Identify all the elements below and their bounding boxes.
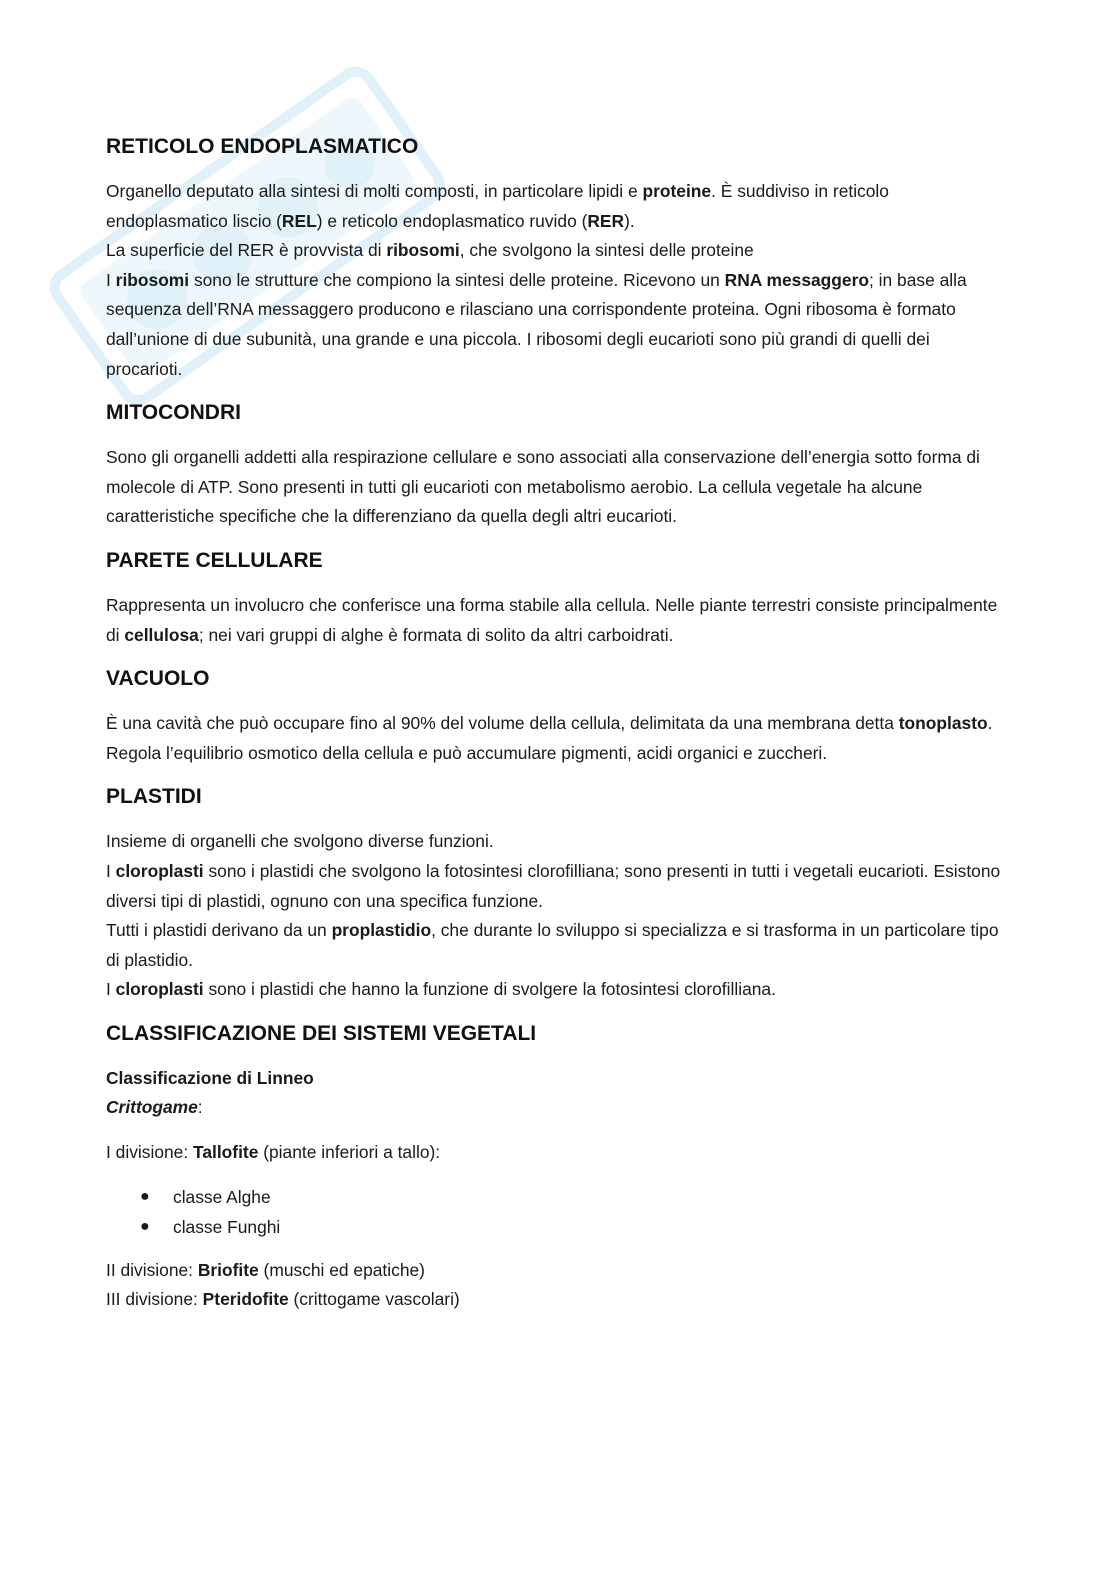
bold-term: cellulosa [124,624,199,645]
paragraph-plastidi [106,827,1006,1005]
section-mitocondri [106,398,1006,532]
text: classe Funghi [173,1216,281,1237]
bold-term: ribosomi [115,269,190,290]
text: : [197,1097,203,1118]
heading-mitocondri: MITOCONDRI [106,401,241,425]
text: ; in base alla sequenza dell’RNA messaggero producono e rilasciano una corrispondente proteina. Ogni ribosoma è formato dall’unione di due subunità, una grande e una piccola. I ribosomi degli eucarioti sono più grandi di quelli dei procarioti. [106,269,967,379]
text: I divisione: [106,1142,193,1163]
section-vacuolo [106,664,1006,768]
text: sono i plastidi che svolgono la fotosintesi clorofilliana; sono presenti in tutti i vegetali eucarioti. Esistono diversi tipi di plastidi, ognuno con una specifica funzione. [106,860,1001,911]
list-item [106,1182,1006,1212]
bold-term: proteine [642,181,712,201]
text: III divisione: [106,1289,203,1310]
bold-term: RNA messaggero [724,269,869,290]
text: Insieme di organelli che svolgono diverse funzioni. [106,831,494,852]
paragraph-vacuolo [106,709,1006,768]
text: (muschi ed epatiche) [258,1259,425,1280]
text: (piante inferiori a tallo): [258,1142,441,1163]
text: I [106,269,116,290]
text: sono i plastidi che hanno la funzione di svolgere la fotosintesi clorofilliana. [203,979,776,1000]
bold-term: REL [281,210,317,231]
heading-reticolo: RETICOLO ENDOPLASMATICO [106,135,419,158]
text: , che durante lo sviluppo si specializza e si trasforma in un particolare tipo di plastidio. [106,920,999,970]
text: Rappresenta un involucro che conferisce una forma stabile alla cellula. Nelle piante terrestri consiste principalmente di [106,594,998,645]
bold-term: cloroplasti [115,979,204,1000]
text: Tutti i plastidi derivano da un [106,920,332,941]
text: , che svolgono la sintesi delle proteine [459,240,754,261]
section-reticolo [106,132,1006,384]
heading-plastidi: PLASTIDI [106,785,202,809]
text: II divisione: [106,1259,198,1280]
bold-term: cloroplasti [115,860,204,881]
document-page [106,132,1006,1329]
section-plastidi [106,782,1006,1005]
bullet-icon: ● [140,1187,150,1205]
bold-term: ribosomi [386,240,460,261]
bold-term: RER [587,210,625,231]
bold-term: proplastidio [331,920,432,941]
text: Organello deputato alla sintesi di molti composti, in particolare lipidi e [106,181,643,201]
heading-parete: PARETE CELLULARE [106,548,323,572]
bold-term: Pteridofite [202,1289,289,1310]
heading-classificazione: CLASSIFICAZIONE DEI SISTEMI VEGETALI [106,1021,537,1045]
bullet-list [106,1182,1006,1242]
italic-term: Crittogame [106,1097,198,1118]
division-1 [106,1138,1006,1168]
text: . È suddiviso in reticolo endoplasmatico liscio ( [106,181,889,231]
subheading-linneo [106,1064,1006,1123]
heading-vacuolo: VACUOLO [106,667,210,691]
bold-term: Classificazione di Linneo [106,1067,314,1088]
section-classificazione [106,1019,1006,1315]
text: . Regola l’equilibrio osmotico della cellula e può accumulare pigmenti, acidi organici e zuccheri. [106,713,993,763]
text: sono le strutture che compiono la sintesi delle proteine. Ricevono un [189,269,725,290]
bold-term: Briofite [197,1259,259,1280]
text: classe Alghe [173,1186,271,1207]
text: ; nei vari gruppi di alghe è formata di solito da altri carboidrati. [198,624,674,645]
bold-term: tonoplasto [898,713,988,734]
section-parete [106,546,1006,650]
paragraph-reticolo [106,177,1006,384]
list-item [106,1212,1006,1242]
text: ). [624,210,635,231]
bullet-icon: ● [140,1217,150,1235]
division-2-3 [106,1256,1006,1315]
paragraph-mitocondri: Sono gli organelli addetti alla respirazione cellulare e sono associati alla conservazione dell’energia sotto forma di molecole di ATP. Sono presenti in tutti gli eucarioti con metabolismo aerobio. La cellula vegetale ha alcune caratteristiche specifiche che la differenziano da quella degli altri eucarioti. [106,447,980,527]
text: I [106,860,116,881]
paragraph-parete [106,591,1006,650]
bold-term: Tallofite [193,1142,259,1163]
text: I [106,979,116,1000]
text: (crittogame vascolari) [288,1289,460,1310]
text: ) e reticolo endoplasmatico ruvido ( [316,210,588,231]
text: È una cavità che può occupare fino al 90% del volume della cellula, delimitata da una membrana detta [106,713,899,734]
text: La superficie del RER è provvista di [106,240,387,261]
